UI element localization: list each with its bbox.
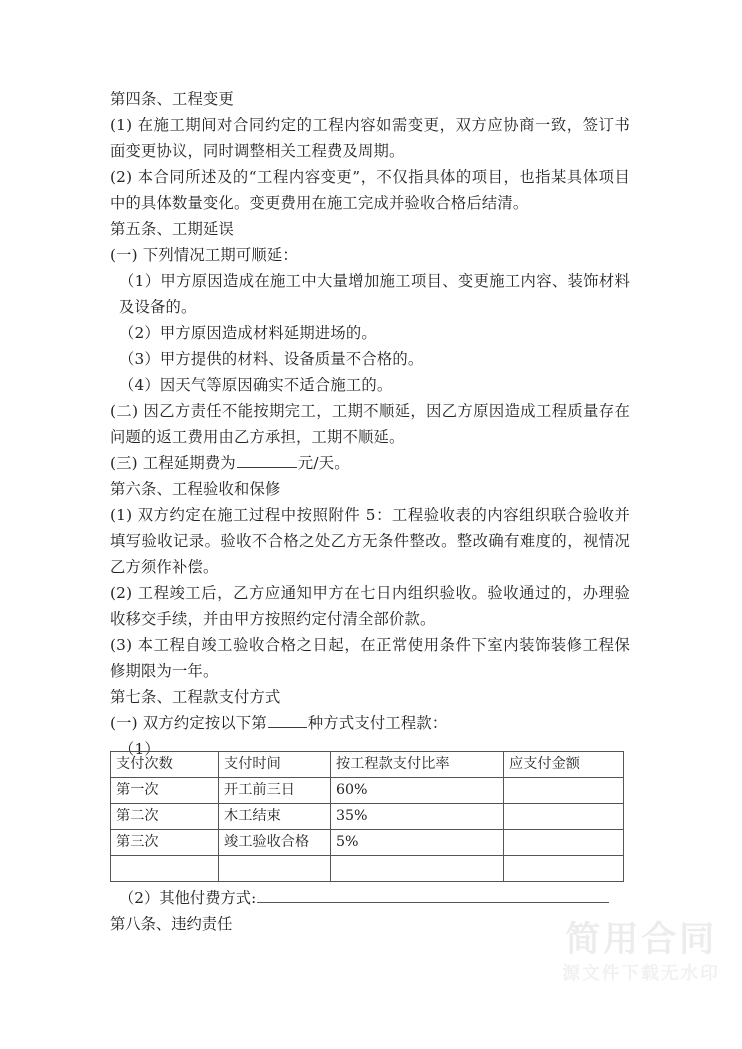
table-row: [111, 830, 624, 856]
article5-item-c-text-before: (三) 工程延期费为: [110, 454, 236, 472]
article5-item-a1: （1）甲方原因造成在施工中大量增加施工项目、变更施工内容、装饰材料及设备的。: [119, 272, 630, 316]
table-header-cell: 按工程款支付比率: [331, 752, 504, 778]
article4-item-2: (2) 本合同所述及的“工程内容变更”，不仅指具体的项目，也指某具体项目中的具体数量变化。变更费用在施工完成并验收合格后结清。: [110, 168, 630, 212]
table-cell-amount[interactable]: [504, 856, 624, 882]
payment-schedule-table: [110, 751, 624, 882]
article5-item-a2: （2）甲方原因造成材料延期进场的。: [119, 324, 377, 342]
article7-item-2-label: （2）其他付费方式:: [119, 889, 257, 907]
table-row: [111, 804, 624, 830]
article5-item-a: (一) 下列情况工期可顺延：: [110, 246, 298, 264]
article6-item-3: (3) 本工程自竣工验收合格之日起，在正常使用条件下室内装饰装修工程保修期限为一年。: [110, 636, 630, 680]
table-cell: 5%: [331, 830, 504, 856]
table-cell: 木工结束: [219, 804, 331, 830]
other-payment-section: [110, 885, 630, 937]
table-cell: 第一次: [111, 778, 219, 804]
article5-item-a3: （3）甲方提供的材料、设备质量不合格的。: [119, 350, 424, 368]
table-cell: 开工前三日: [219, 778, 331, 804]
other-payment-blank-field[interactable]: [257, 888, 609, 903]
article7-heading: 第七条、工程款支付方式: [110, 688, 281, 706]
article7-item-a-text-after: 种方式支付工程款：: [307, 714, 448, 732]
article7-item-a-text-before: (一) 双方约定按以下第: [110, 714, 267, 732]
article8-heading: 第八条、违约责任: [110, 915, 233, 933]
article5-item-a4: （4）因天气等原因确实不适合施工的。: [119, 376, 393, 394]
article6-heading: 第六条、工程验收和保修: [110, 480, 281, 498]
table-cell-amount[interactable]: [504, 778, 624, 804]
article7-item-a: [110, 710, 630, 736]
table-cell-amount[interactable]: [504, 830, 624, 856]
table-header-cell: 支付时间: [219, 752, 331, 778]
article5-item-c: [110, 450, 630, 476]
table-cell[interactable]: [111, 856, 219, 882]
table-row: [111, 778, 624, 804]
article5-heading: 第五条、工期延误: [110, 220, 234, 238]
table-cell: 第二次: [111, 804, 219, 830]
table-header-cell: 支付次数: [111, 752, 219, 778]
table-cell: 35%: [331, 804, 504, 830]
document-body: [110, 86, 630, 762]
table-header-row: [111, 752, 624, 778]
article4-heading: 第四条、工程变更: [110, 90, 234, 108]
watermark-title: 简用合同: [565, 920, 718, 960]
article6-item-2: (2) 工程竣工后，乙方应通知甲方在七日内组织验收。验收通过的，办理验收移交手续，并由甲方按照约定付清全部价款。: [110, 584, 630, 628]
watermark-subtitle: 源文件下载无水印: [562, 964, 720, 984]
table-cell: 竣工验收合格: [219, 830, 331, 856]
article4-item-1: (1) 在施工期间对合同约定的工程内容如需变更，双方应协商一致，签订书面变更协议，同时调整相关工程费及周期。: [110, 116, 630, 160]
table-cell: 第三次: [111, 830, 219, 856]
article6-item-1: (1) 双方约定在施工过程中按照附件 5：工程验收表的内容组织联合验收并填写验收记录。验收不合格之处乙方无条件整改。整改确有难度的，视情况乙方须作补偿。: [110, 506, 630, 576]
article7-item-2: [110, 885, 630, 911]
payment-schedule-table-wrapper: [110, 751, 623, 882]
delay-fee-blank-field[interactable]: [237, 453, 297, 468]
table-header-cell: 应支付金额: [504, 752, 624, 778]
article5-item-c-text-after: 元/天。: [297, 454, 350, 472]
payment-method-blank-field[interactable]: [268, 713, 307, 728]
table-cell[interactable]: [219, 856, 331, 882]
table-cell[interactable]: [331, 856, 504, 882]
table-cell-amount[interactable]: [504, 804, 624, 830]
article7-item-1-label: （1）: [119, 740, 160, 758]
table-cell: 60%: [331, 778, 504, 804]
article5-item-b: (二) 因乙方责任不能按期完工，工期不顺延，因乙方原因造成工程质量存在问题的返工费用由乙方承担，工期不顺延。: [110, 402, 630, 446]
table-row-empty: [111, 856, 624, 882]
